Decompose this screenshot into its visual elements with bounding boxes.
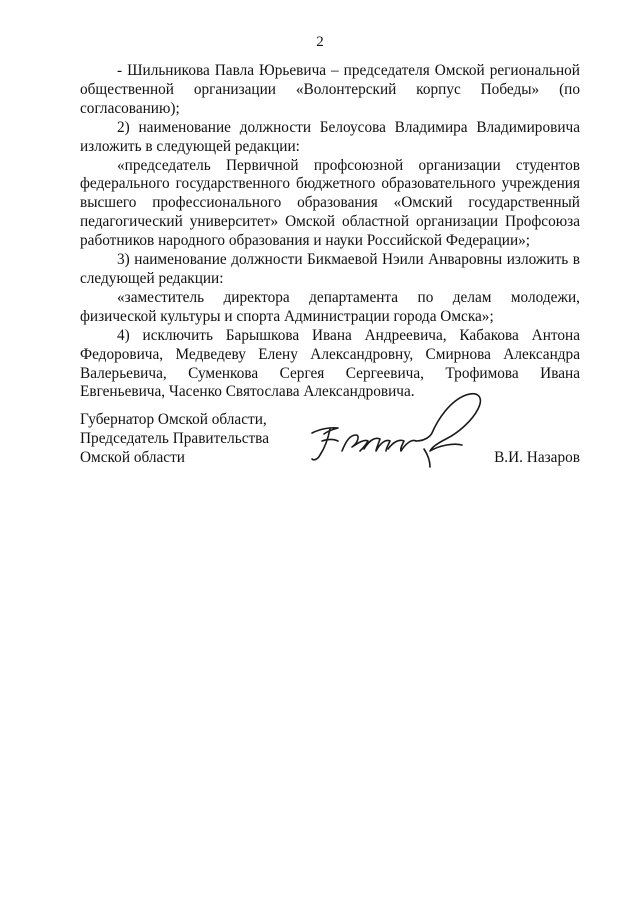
paragraph-shilnikov: - Шильникова Павла Юрьевича – председателя Омской региональной общественной организации «Волонтерский корпус Победы» (по согласованию); xyxy=(80,62,580,117)
paragraph-item-2-quote: «председатель Первичной профсоюзной организации студентов федерального государственного бюджетного образовательного учреждения высшего профессионального образования «Омский государственный педагогический университет» Омской областной организации Профсоюза работников народного образования и науки Российской Федерации»; xyxy=(80,156,580,250)
signer-title-line: Губернатор Омской области, xyxy=(80,411,267,428)
page-number: 2 xyxy=(316,34,324,50)
paragraph-item-2: 2) наименование должности Белоусова Владимира Владимировича изложить в следующей редакции: xyxy=(80,118,580,155)
paragraph-item-3: 3) наименование должности Бикмаевой Нэили Анваровны изложить в следующей редакции: xyxy=(80,251,580,287)
paragraph-item-4: 4) исключить Барышкова Ивана Андреевича, Кабакова Антона Федоровича, Медведеву Елену Александровну, Смирнова Александра Валерьевича, Суменкова Сергея Сергеевича, Трофимова Ивана Евгеньевича, Часенко Святослава Александровича. xyxy=(80,326,580,401)
handwritten-signature xyxy=(306,389,496,479)
signer-title-line: Омской области xyxy=(80,448,185,466)
signer-titles xyxy=(80,411,269,468)
signer-title-line: Председатель Правительства xyxy=(80,429,269,447)
document-body xyxy=(80,62,580,402)
signature-block xyxy=(80,411,580,501)
signer-name: В.И. Назаров xyxy=(494,449,580,466)
paragraph-item-3-quote: «заместитель директора департамента по делам молодежи, физической культуры и спорта Администрации города Омска»; xyxy=(80,288,580,325)
